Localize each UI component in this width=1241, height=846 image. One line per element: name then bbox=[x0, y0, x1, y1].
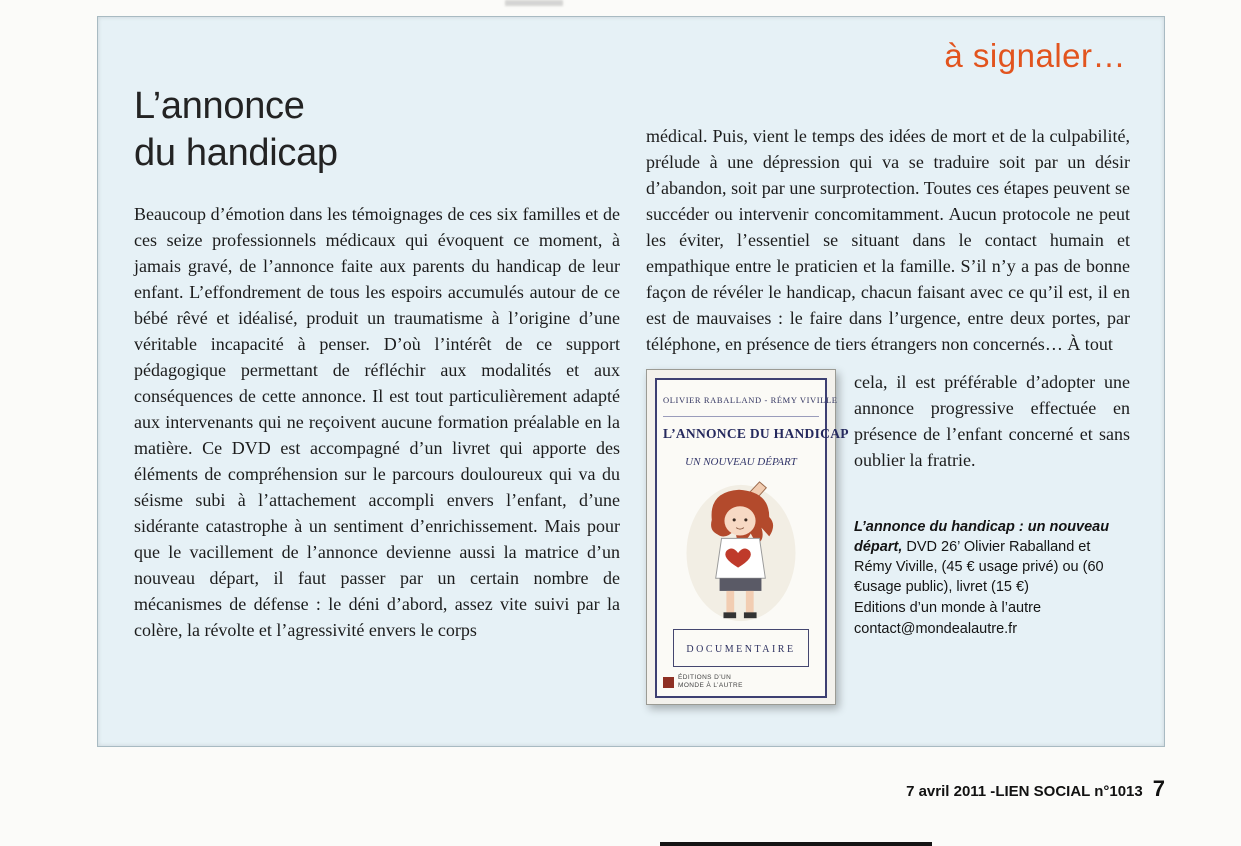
right-column-paragraph: médical. Puis, vient le temps des idées de mort et de la culpabilité, prélude à une dépression qui va se traduire soit par un désir d’abandon, soit par une surprotection. Toutes ces étapes peuvent se succéder ou intervenir concomitamment. Aucun protocole ne peut les éviter, l’essentiel se situant dans le contact humain et empathique entre le praticien et la famille. S’il n’y a pas de bonne façon de révéler le handicap, chacun faisant avec ce qu’il est, il en est de mauvaises : le faire dans l’urgence, entre deux portes, par téléphone, en présence de tiers étrangers non concernés… À tout bbox=[646, 126, 1130, 354]
caption-contact-email: contact@mondealautre.fr bbox=[854, 621, 1018, 637]
dvd-cover bbox=[646, 369, 849, 705]
beside-cover-column bbox=[836, 369, 1130, 639]
dvd-authors: OLIVIER RABALLAND - RÉMY VIVILLE bbox=[663, 387, 819, 417]
article-title-line2: du handicap bbox=[134, 132, 338, 174]
dvd-publisher-row bbox=[663, 674, 819, 690]
caption-title: L’annonce du handicap : un nouveau départ, bbox=[854, 519, 1110, 555]
dvd-genre-box bbox=[673, 629, 808, 667]
page-footer bbox=[906, 776, 1165, 802]
dvd-cover-inner bbox=[655, 378, 849, 698]
magazine-page bbox=[97, 16, 1165, 747]
caption-publisher: Editions d’un monde à l’autre bbox=[854, 600, 1042, 616]
right-column-wrap-text: cela, il est préférable d’adopter une annonce progressive effectuée en présence de l’enfant concerné et sans oublier la fratrie. bbox=[854, 372, 1130, 470]
dvd-subtitle: UN NOUVEAU DÉPART bbox=[685, 456, 797, 468]
article-right-column bbox=[646, 123, 1130, 705]
footer-journal-name: LIEN SOCIAL n°1013 bbox=[995, 783, 1143, 800]
publisher-logo-icon bbox=[663, 677, 674, 688]
media-row bbox=[646, 369, 1130, 705]
section-header-a-signaler: à signaler… bbox=[944, 37, 1126, 74]
article-title bbox=[134, 83, 338, 177]
dvd-cover-illustration bbox=[680, 479, 802, 625]
footer-date: 7 avril 2011 - bbox=[906, 783, 996, 800]
dvd-title: L’ANNONCE DU HANDICAP bbox=[663, 426, 849, 441]
article-title-line1: L’annonce bbox=[134, 85, 305, 127]
scan-artifact-smudge bbox=[505, 0, 563, 6]
caption-details: DVD 26’ Olivier Raballand et Rémy Viville, (45 € usage privé) ou (60 €usage public), livret (15 €) bbox=[854, 539, 1104, 595]
dvd-publisher-label: ÉDITIONS D’UN MONDE À L’AUTRE bbox=[678, 674, 743, 689]
dvd-genre-label: DOCUMENTAIRE bbox=[686, 644, 796, 655]
article-left-column: Beaucoup d’émotion dans les témoignages de ces six familles et de ces seize professionnels médicaux qui évoquent ce moment, à jamais gravé, de l’annonce faite aux parents du handicap de leur enfant. L’effondrement de tous les espoirs accumulés autour de ce bébé rêvé et idéalisé, produit un traumatisme à l’origine d’une véritable incapacité à penser. D’où l’intérêt de ce support pédagogique permettant de réfléchir aux modalités et aux conséquences de cette annonce. Il est tout particulièrement adapté aux intervenants qui ne reçoivent aucune formation préalable en la matière. Ce DVD est accompagné d’un livret qui apporte des éléments de compréhension sur le parcours douloureux qui va du séisme subi à l’attachement accompli envers l’enfant, d’une sidérante catastrophe à un sentiment d’enrichissement. Mais pour que le vacillement de l’annonce devienne aussi la matrice d’un nouveau départ, il faut passer par un certain nombre de mécanismes de défense : le déni d’abord, assez vite suivi par la colère, la révolte et l’agressivité envers le corps bbox=[134, 204, 620, 640]
footer-page-number: 7 bbox=[1152, 776, 1165, 801]
scan-artifact-strip bbox=[660, 842, 932, 846]
dvd-caption bbox=[854, 517, 1130, 639]
